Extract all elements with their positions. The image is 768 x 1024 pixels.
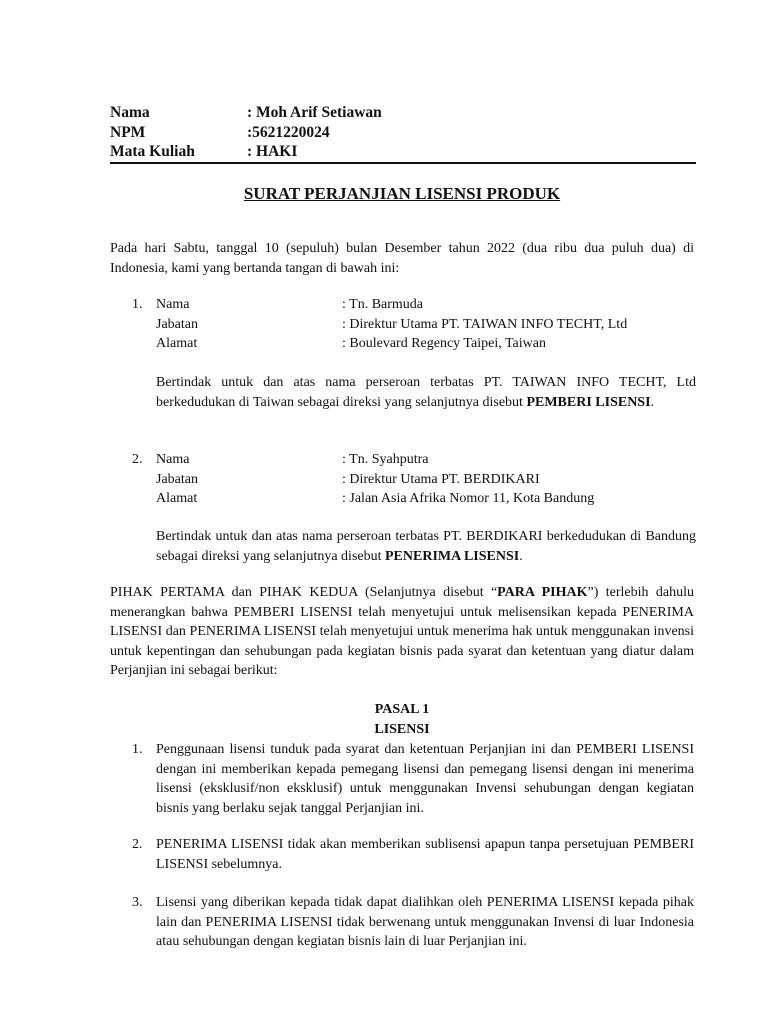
- header-row-npm: [110, 123, 694, 143]
- field-label: Nama: [156, 297, 190, 312]
- pasal-item: [110, 740, 694, 818]
- student-info-header: [110, 103, 694, 162]
- party-2-row-nama: [110, 450, 694, 470]
- header-value: : Moh Arif Setiawan: [247, 104, 382, 121]
- paragraph-text: PIHAK PERTAMA dan PIHAK KEDUA (Selanjutnya disebut “: [110, 585, 498, 600]
- field-value: : Tn. Syahputra: [342, 452, 429, 467]
- party-1-row-alamat: [110, 334, 694, 354]
- party-1-description: [156, 373, 696, 412]
- header-row-nama: [110, 103, 694, 123]
- header-label: Mata Kuliah: [110, 143, 195, 160]
- item-text: PENERIMA LISENSI tidak akan memberikan sublisensi apapun tanpa persetujuan PEMBERI LISENSI sebelumnya.: [156, 837, 694, 872]
- document-title: SURAT PERJANJIAN LISENSI PRODUK: [243, 184, 561, 203]
- intro-paragraph: Pada hari Sabtu, tanggal 10 (sepuluh) bulan Desember tahun 2022 (dua ribu dua puluh dua) di Indonesia, kami yang bertanda tangan di bawah ini:: [110, 241, 694, 276]
- list-number: 3.: [132, 895, 143, 910]
- field-label: Jabatan: [156, 316, 198, 332]
- defined-term: PENERIMA LISENSI: [385, 548, 520, 564]
- header-divider: [110, 162, 696, 164]
- pasal-number: PASAL 1: [374, 702, 430, 717]
- party-2-details: [110, 450, 694, 509]
- header-label: Nama: [110, 104, 150, 121]
- party-1-row-nama: [110, 295, 694, 315]
- list-number: 1.: [132, 742, 143, 757]
- description-suffix: .: [519, 548, 523, 564]
- field-value: : Tn. Barmuda: [342, 297, 424, 312]
- party-2-row-alamat: [110, 489, 694, 509]
- list-number: 2.: [132, 837, 143, 852]
- field-value: : Boulevard Regency Taipei, Taiwan: [342, 336, 546, 351]
- item-text: Lisensi yang diberikan kepada tidak dapat dialihkan oleh PENERIMA LISENSI kepada pihak lain dan PENERIMA LISENSI tidak berwenang untuk menggunakan Invensi di luar Indonesia atau sehubungan dengan kegiatan bisnis lain di luar Perjanjian ini.: [156, 895, 694, 949]
- header-value: : HAKI: [247, 143, 298, 160]
- header-row-mata-kuliah: [110, 142, 694, 162]
- header-value: :5621220024: [247, 123, 330, 141]
- para-pihak-paragraph: [110, 583, 694, 681]
- field-label: Alamat: [156, 336, 198, 351]
- list-number: 2.: [132, 452, 143, 467]
- field-label: Nama: [156, 452, 190, 467]
- field-label: Jabatan: [156, 471, 198, 487]
- pasal-item: [110, 835, 694, 874]
- party-2-row-jabatan: [110, 470, 694, 490]
- description-text: Bertindak untuk dan atas nama perseroan terbatas PT. BERDIKARI berkedudukan di Bandung sebagai direksi yang selanjutnya disebut: [156, 529, 696, 564]
- field-value: : Direktur Utama PT. TAIWAN INFO TECHT, Ltd: [342, 316, 628, 332]
- defined-term: PEMBERI LISENSI: [526, 394, 651, 410]
- item-text: Penggunaan lisensi tunduk pada syarat dan ketentuan Perjanjian ini dan PEMBERI LISENSI dengan ini memberikan kepada pemegang lisensi dan pemegang lisensi dengan ini menerima lisensi (eksklusif/non eksklusif) untuk menggunakan Invensi sehubungan dengan kegiatan bisnis yang berlaku sejak tanggal Perjanjian ini.: [156, 742, 694, 816]
- defined-term: PARA PIHAK: [497, 585, 588, 600]
- party-1-row-jabatan: [110, 315, 694, 335]
- list-number: 1.: [132, 297, 143, 312]
- pasal-name: LISENSI: [374, 722, 430, 737]
- field-value: : Jalan Asia Afrika Nomor 11, Kota Bandung: [342, 491, 595, 506]
- party-1-details: [110, 295, 694, 354]
- header-label: NPM: [110, 123, 146, 141]
- description-suffix: .: [650, 394, 655, 410]
- party-2-description: [156, 527, 696, 566]
- pasal-item: [110, 893, 694, 952]
- paragraph-text: ”) terlebih dahulu menerangkan bahwa PEMBERI LISENSI telah menyetujui untuk melisensikan kepada PENERIMA LISENSI dan PENERIMA LISENSI telah menyetujui untuk menerima hak untuk menggunakan invensi untuk kepentingan dan sehubungan pada kegiatan bisnis pada syarat dan ketentuan yang diatur dalam Perjanjian ini sebagai berikut:: [110, 585, 694, 678]
- field-label: Alamat: [156, 491, 198, 506]
- description-text: Bertindak untuk dan atas nama perseroan terbatas PT. TAIWAN INFO TECHT, Ltd berkedudukan di Taiwan sebagai direksi yang selanjutnya disebut: [156, 375, 696, 410]
- field-value: : Direktur Utama PT. BERDIKARI: [342, 471, 540, 487]
